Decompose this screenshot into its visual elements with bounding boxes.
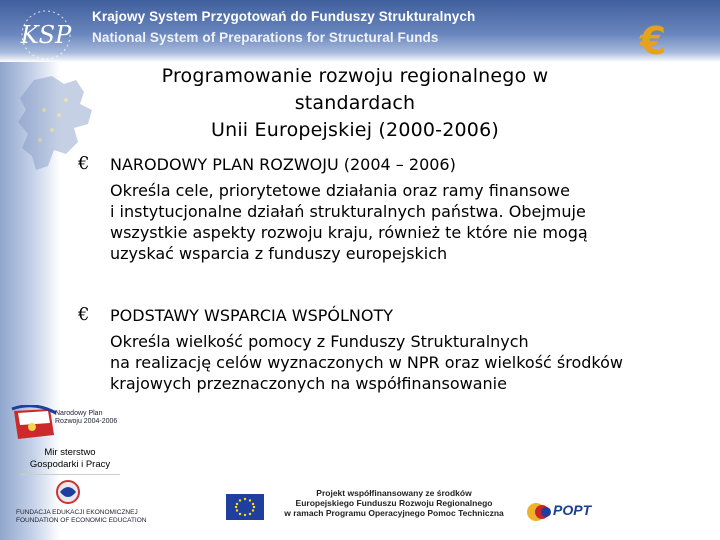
project-line1: Projekt współfinansowany ze środków [316, 488, 472, 498]
header-title-pl: Krajowy System Przygotowań do Funduszy Strukturalnych [92, 9, 476, 24]
slide-title-line1: Programowanie rozwoju regionalnego w standardach [161, 65, 549, 114]
section-heading: NARODOWY PLAN ROZWOJU (2004 – 2006) [110, 155, 456, 174]
npr-line2: Rozwoju 2004-2006 [55, 418, 118, 425]
fundacja-line1: FUNDACJA EDUKACJI EKONOMICZNEJ [16, 509, 138, 516]
header-title-en: National System of Preparations for Structural Funds [92, 30, 439, 45]
fundacja-text [16, 509, 146, 524]
section-body-line: uzyskać wsparcia z funduszy europejskich [110, 244, 448, 263]
npr-logo-text [55, 410, 117, 426]
section-body-line: Określa wielkość pomocy z Funduszy Strukturalnych [110, 332, 529, 351]
section-body [110, 331, 710, 394]
section-body-line: i instytucjonalne działań strukturalnych państwa. Obejmuje [110, 202, 586, 221]
section-body-line: Określa cele, priorytetowe działania oraz ramy finansowe [110, 181, 570, 200]
ministry-label [15, 447, 125, 471]
project-line3: w ramach Programu Operacyjnego Pomoc Techniczna [284, 508, 504, 518]
eu-flag-icon [226, 494, 264, 520]
project-line2: Europejskiego Funduszu Rozwoju Regionalnego [295, 498, 493, 508]
eu-map-icon [4, 70, 114, 190]
section-body [110, 180, 710, 264]
popt-label: POPT [553, 502, 592, 518]
section-heading: PODSTAWY WSPARCIA WSPÓLNOTY [110, 306, 394, 325]
ministry-line1: Mir sterstwo [44, 447, 96, 458]
project-funding-text [270, 488, 518, 518]
divider [20, 474, 120, 475]
slide-title [105, 63, 605, 144]
ksp-logo-text: KSP [20, 21, 72, 49]
section-body-line: na realizację celów wyznaczonych w NPR oraz wielkość środków [110, 353, 623, 372]
ministry-line2: Gospodarki i Pracy [29, 459, 111, 470]
fundacja-line2: FOUNDATION OF ECONOMIC EDUCATION [16, 516, 147, 524]
bullet-euro-icon: € [78, 153, 90, 174]
euro-icon [632, 20, 674, 62]
ksp-logo [8, 6, 84, 64]
euro-symbol: € [639, 20, 667, 62]
bullet-euro-icon: € [78, 304, 90, 325]
eu-flag-stars [226, 494, 264, 520]
section-body-line: wszystkie aspekty rozwoju kraju, również te które nie mogą [110, 223, 588, 242]
npr-line1: Narodowy Plan [55, 410, 103, 417]
section-body-line: krajowych przeznaczonych na współfinansowanie [110, 374, 507, 393]
slide-title-line2: Unii Europejskiej (2000-2006) [210, 119, 500, 141]
